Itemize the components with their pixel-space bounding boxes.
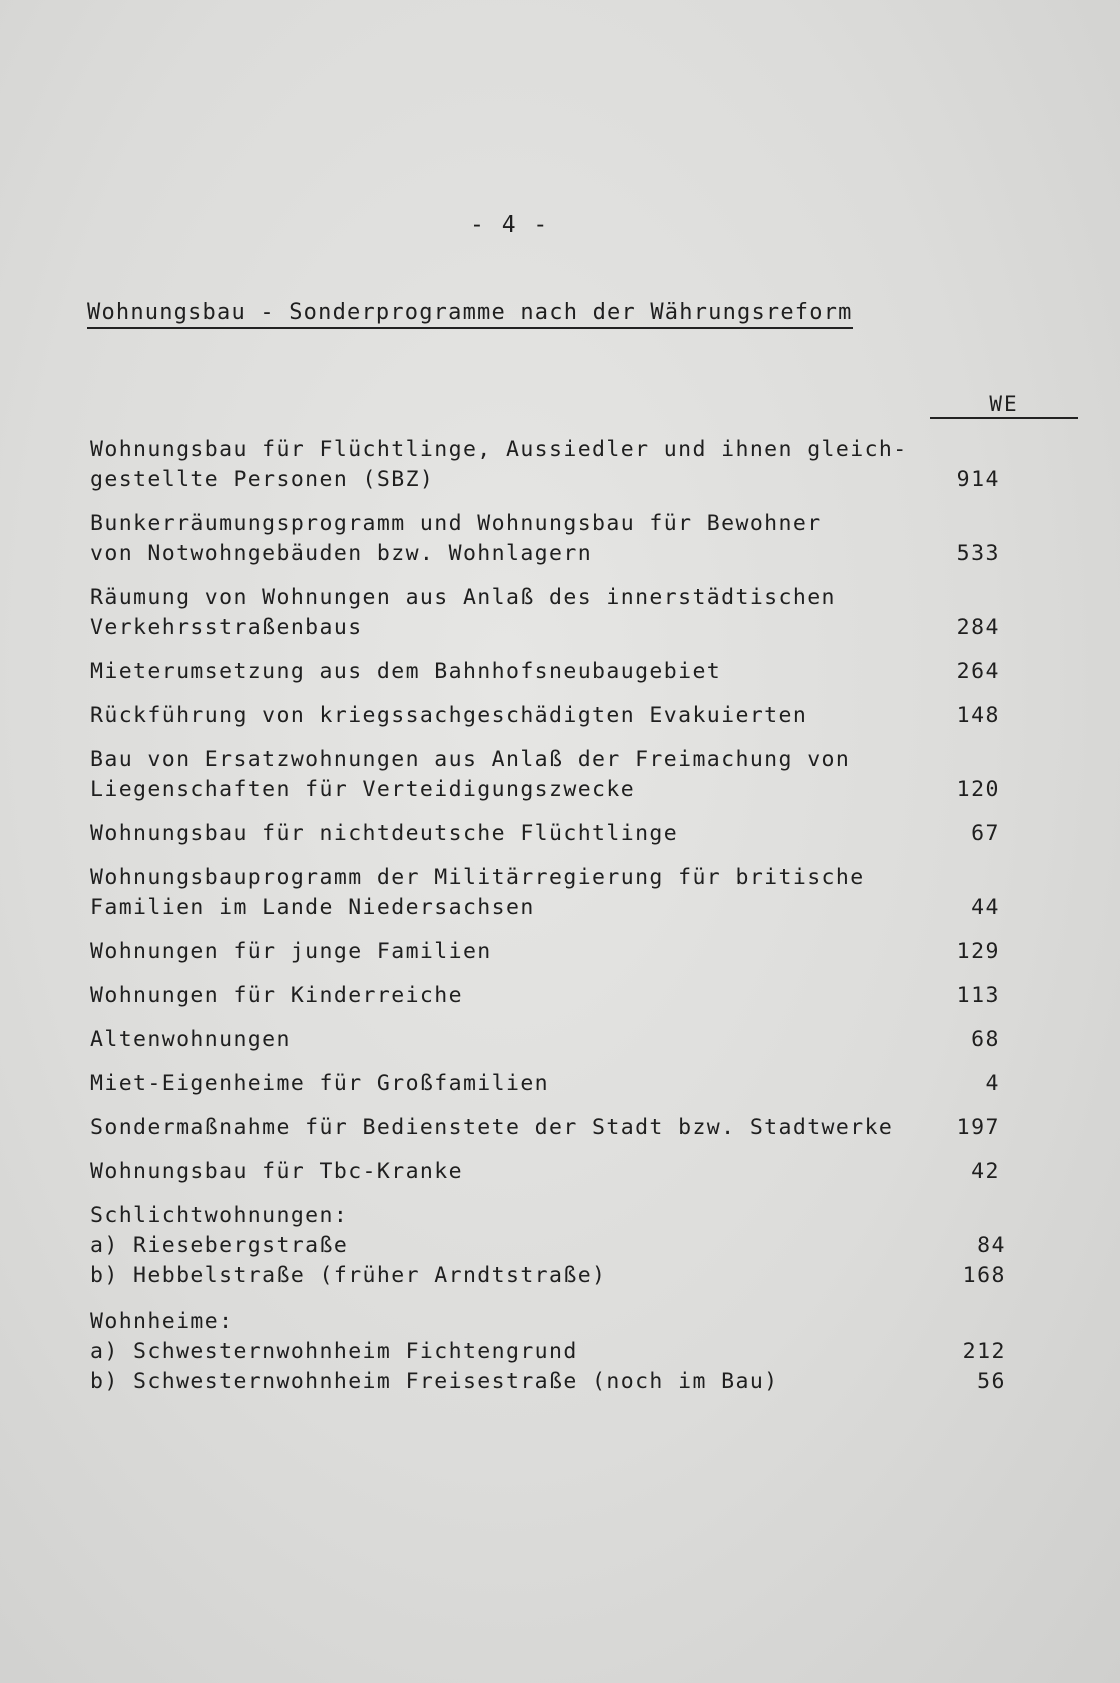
column-header-we: WE: [930, 392, 1078, 419]
program-group-item: [90, 1261, 1020, 1291]
program-group-item-label: a) Schwesternwohnheim Fichtengrund: [90, 1339, 578, 1364]
program-group-item: [90, 1367, 1020, 1397]
program-entry-label: [90, 435, 908, 495]
program-entry-line: Wohnungsbau für Tbc-Kranke: [90, 1159, 463, 1184]
program-entry-label: [90, 1157, 890, 1187]
program-entry-line: gestellte Personen (SBZ): [90, 467, 435, 492]
program-entry: [90, 583, 1020, 643]
program-group-item-value: 168: [962, 1263, 1006, 1288]
program-group-item-label: b) Schwesternwohnheim Freisestraße (noch im Bau): [90, 1369, 779, 1394]
program-entry-value: 4: [985, 1071, 1000, 1096]
program-entry-line: Familien im Lande Niedersachsen: [90, 895, 535, 920]
program-entry: [90, 981, 1020, 1011]
program-entry: [90, 701, 1020, 731]
program-list: [90, 435, 1020, 1413]
program-entry-line: Wohnungsbau für nichtdeutsche Flüchtlinge: [90, 821, 679, 846]
program-entry: [90, 1069, 1020, 1099]
program-entry-value: 264: [956, 659, 1000, 684]
program-group-heading: Wohnheime:: [90, 1309, 234, 1334]
program-entry-line: Miet-Eigenheime für Großfamilien: [90, 1071, 550, 1096]
program-entry: [90, 863, 1020, 923]
program-entry-label: [90, 1025, 890, 1055]
program-entry-label: [90, 701, 890, 731]
program-group-item: [90, 1231, 1020, 1261]
program-groups: [90, 1201, 1020, 1397]
program-entry-line: Wohnungsbau für Flüchtlinge, Aussiedler und ihnen gleich-: [90, 437, 908, 462]
program-entries: [90, 435, 1020, 1187]
program-entry-line: Verkehrsstraßenbaus: [90, 615, 363, 640]
program-entry-value: 197: [956, 1115, 1000, 1140]
program-entry-line: von Notwohngebäuden bzw. Wohnlagern: [90, 541, 593, 566]
program-entry-label: [90, 509, 890, 569]
program-entry-label: [90, 981, 890, 1011]
program-group-item: [90, 1337, 1020, 1367]
program-entry: [90, 1025, 1020, 1055]
program-entry-value: 148: [956, 703, 1000, 728]
page-number: - 4 -: [470, 212, 550, 238]
program-entry-line: Räumung von Wohnungen aus Anlaß des innerstädtischen: [90, 585, 836, 610]
program-entry-line: Wohnungsbauprogramm der Militärregierung für britische: [90, 865, 865, 890]
program-entry-line: Liegenschaften für Verteidigungszwecke: [90, 777, 636, 802]
program-entry-value: 44: [971, 895, 1000, 920]
program-entry: [90, 509, 1020, 569]
program-group-item-value: 84: [977, 1233, 1006, 1258]
program-entry-value: 68: [971, 1027, 1000, 1052]
program-entry-value: 67: [971, 821, 1000, 846]
program-group: [90, 1201, 1020, 1291]
program-entry-line: Bunkerräumungsprogramm und Wohnungsbau für Bewohner: [90, 511, 822, 536]
program-group-heading: Schlichtwohnungen:: [90, 1203, 349, 1228]
program-entry-label: [90, 863, 890, 923]
program-entry: [90, 1113, 1020, 1143]
program-entry-line: Mieterumsetzung aus dem Bahnhofsneubaugebiet: [90, 659, 722, 684]
program-entry-label: [90, 819, 890, 849]
program-entry-value: 914: [956, 467, 1000, 492]
program-entry-value: 533: [956, 541, 1000, 566]
program-group-item-value: 56: [977, 1369, 1006, 1394]
program-group-item-label: a) Riesebergstraße: [90, 1233, 349, 1258]
program-entry-label: [90, 1113, 894, 1143]
program-entry: [90, 745, 1020, 805]
document-title: Wohnungsbau - Sonderprogramme nach der Währungsreform: [87, 300, 853, 329]
program-group: [90, 1307, 1020, 1397]
program-entry-label: [90, 937, 890, 967]
program-entry-label: [90, 745, 890, 805]
program-entry-value: 120: [956, 777, 1000, 802]
program-entry: [90, 435, 1020, 495]
program-entry-value: 129: [956, 939, 1000, 964]
program-entry-line: Wohnungen für junge Familien: [90, 939, 492, 964]
program-entry: [90, 1157, 1020, 1187]
program-entry-label: [90, 657, 890, 687]
program-entry-label: [90, 1069, 890, 1099]
program-entry-line: Altenwohnungen: [90, 1027, 291, 1052]
program-group-item-label: b) Hebbelstraße (früher Arndtstraße): [90, 1263, 607, 1288]
program-entry-line: Rückführung von kriegssachgeschädigten Evakuierten: [90, 703, 808, 728]
program-entry-line: Bau von Ersatzwohnungen aus Anlaß der Freimachung von: [90, 747, 851, 772]
program-entry-line: Sondermaßnahme für Bedienstete der Stadt bzw. Stadtwerke: [90, 1115, 894, 1140]
program-entry-line: Wohnungen für Kinderreiche: [90, 983, 463, 1008]
program-entry-value: 42: [971, 1159, 1000, 1184]
program-entry: [90, 657, 1020, 687]
program-entry: [90, 819, 1020, 849]
program-entry-label: [90, 583, 890, 643]
program-entry-value: 113: [956, 983, 1000, 1008]
program-entry: [90, 937, 1020, 967]
program-entry-value: 284: [956, 615, 1000, 640]
program-group-item-value: 212: [962, 1339, 1006, 1364]
